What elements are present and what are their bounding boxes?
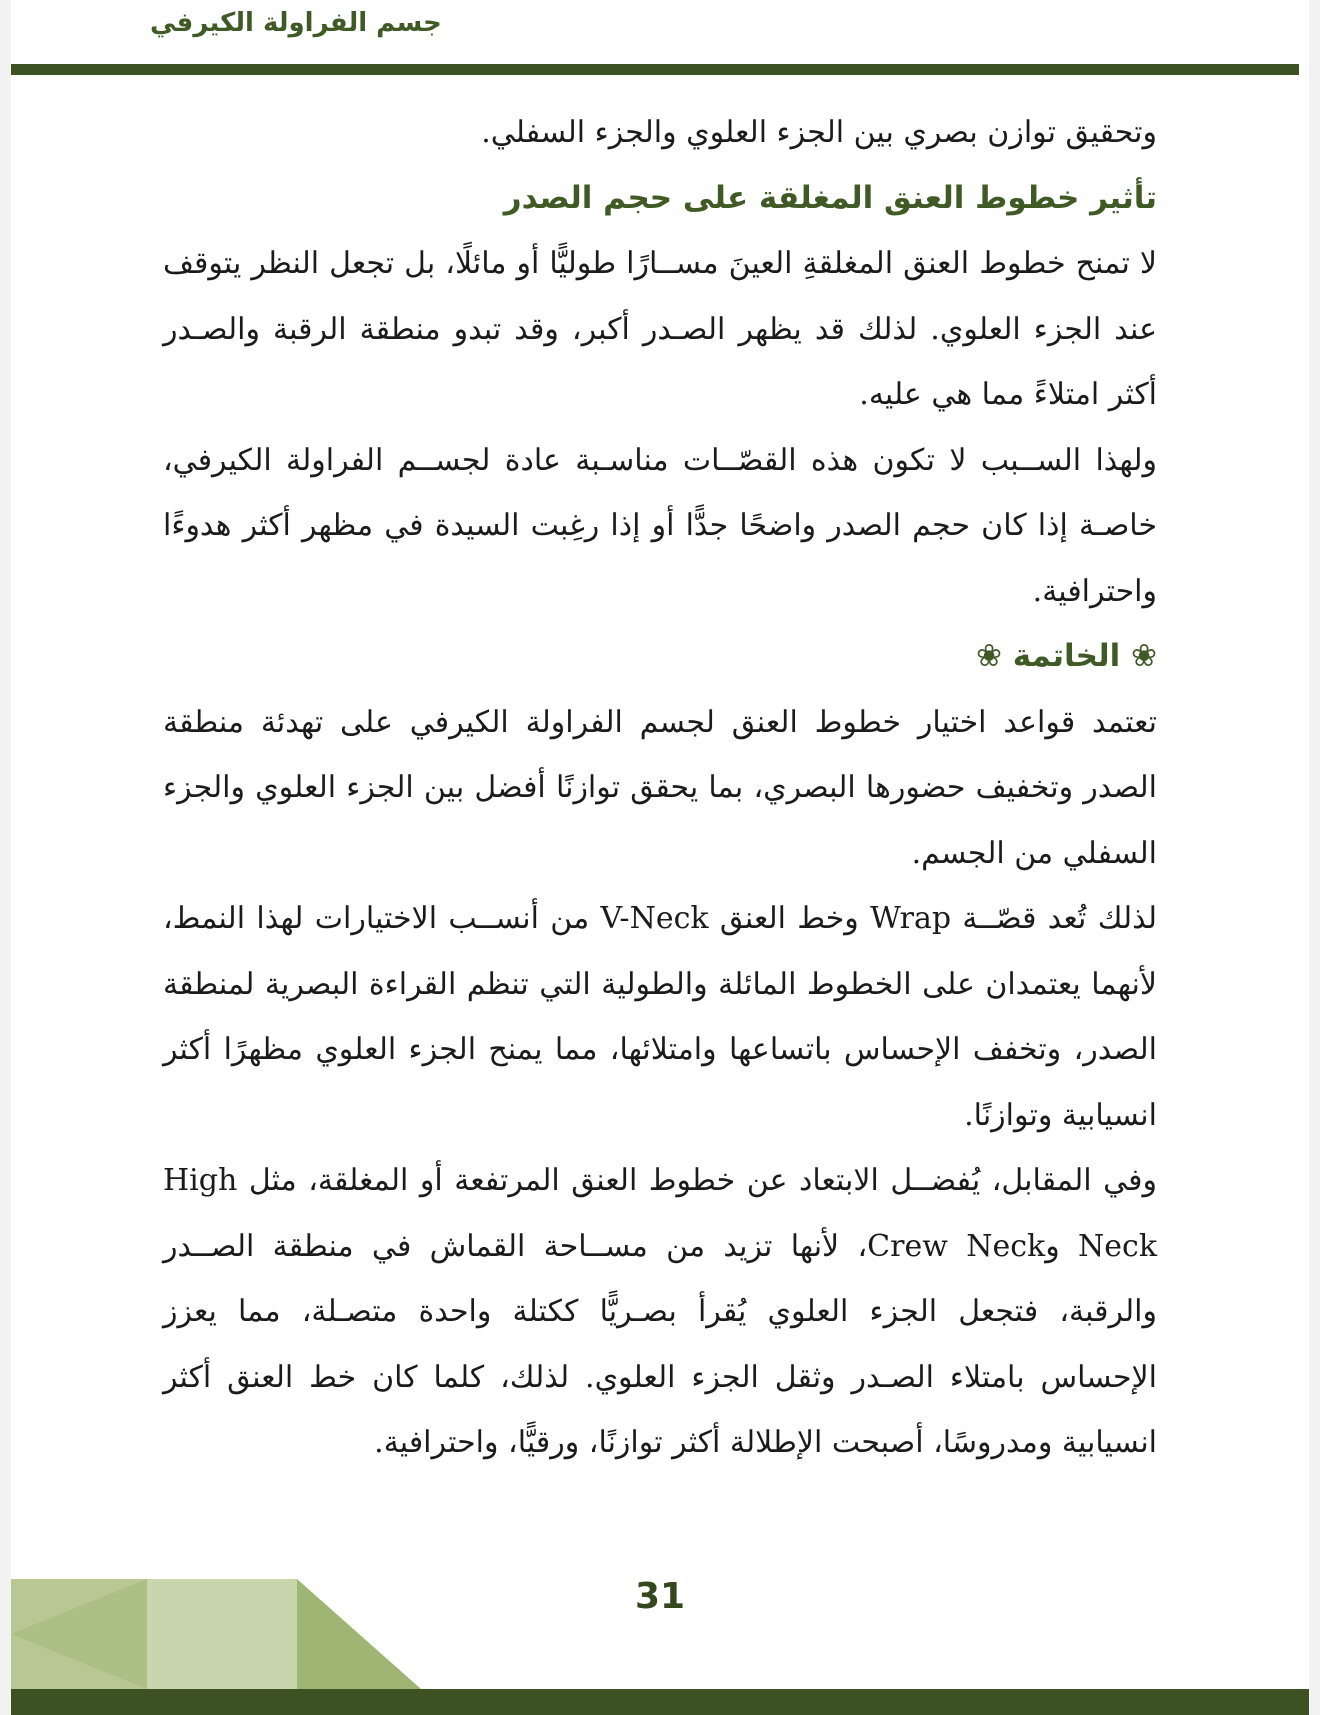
left-page-margin [0,0,11,1715]
paragraph-conclusion-rules: تعتمد قواعد اختيار خطوط العنق لجسم الفراولة الكيرفي على تهدئة منطقة الصدر وتخفيف حضورها البصري، بما يحقق توازنًا أفضل بين الجزء العلوي والجزء السفلي من الجسم. [163,704,1157,871]
right-page-margin [1309,0,1320,1715]
page-body [163,100,1157,1476]
section-heading-closed-necklines: تأثير خطوط العنق المغلقة على حجم الصدر [503,179,1157,216]
section-heading-conclusion: ❀ الخاتمة ❀ [975,638,1157,674]
footer-decoration [11,1579,431,1689]
paragraph-closed-necklines-unsuitable: ولهذا الســبب لا تكون هذه القصّــات مناسـبة عادة لجســم الفراولة الكيرفي، خاصـة إذا كان حجم الصدر واضحًا جدًّا أو إذا رغِبت السيدة في مظهر أكثر هدوءًا واحترافية. [163,442,1157,609]
paragraph-recommended-necklines: لذلك تُعد قصّــة Wrap وخط العنق V-Neck من أنســب الاختيارات لهذا النمط، لأنهما يعتمدان على الخطوط المائلة والطولية التي تنظم القراءة البصرية لمنطقة الصدر، وتخفف الإحساس باتساعها وامتلائها، مما يمنح الجزء العلوي مظهرًا أكثر انسيابية وتوازنًا. [163,901,1158,1133]
paragraph-avoided-necklines: وفي المقابل، يُفضــل الابتعاد عن خطوط العنق المرتفعة أو المغلقة، مثل High Neck وCrew Neck، لأنها تزيد من مســاحة القماش في منطقة الصــدر والرقبة، فتجعل الجزء العلوي يُقرأ بصـريًّا ككتلة واحدة متصـلة، مما يعزز الإحساس بامتلاء الصـدر وثقل الجزء العلوي. لذلك، كلما كان خط العنق أكثر انسيابية ومدروسًا، أصبحت الإطلالة أكثر توازنًا، ورقيًّا، واحترافية. [163,1163,1158,1460]
paragraph-continuation: وتحقيق توازن بصري بين الجزء العلوي والجزء السفلي. [481,115,1157,150]
footer-rule [11,1689,1309,1715]
header-rule [11,64,1299,75]
paragraph-closed-necklines-effect: لا تمنح خطوط العنق المغلقةِ العينَ مســارًا طوليًّا أو مائلًا، بل تجعل النظر يتوقف عند الجزء العلوي. لذلك قد يظهر الصـدر أكبر، وقد تبدو منطقة الرقبة والصـدر أكثر امتلاءً مما هي عليه. [163,246,1157,412]
running-title: جسم الفراولة الكيرفي [150,8,442,38]
page-number: 31 [634,1576,686,1617]
